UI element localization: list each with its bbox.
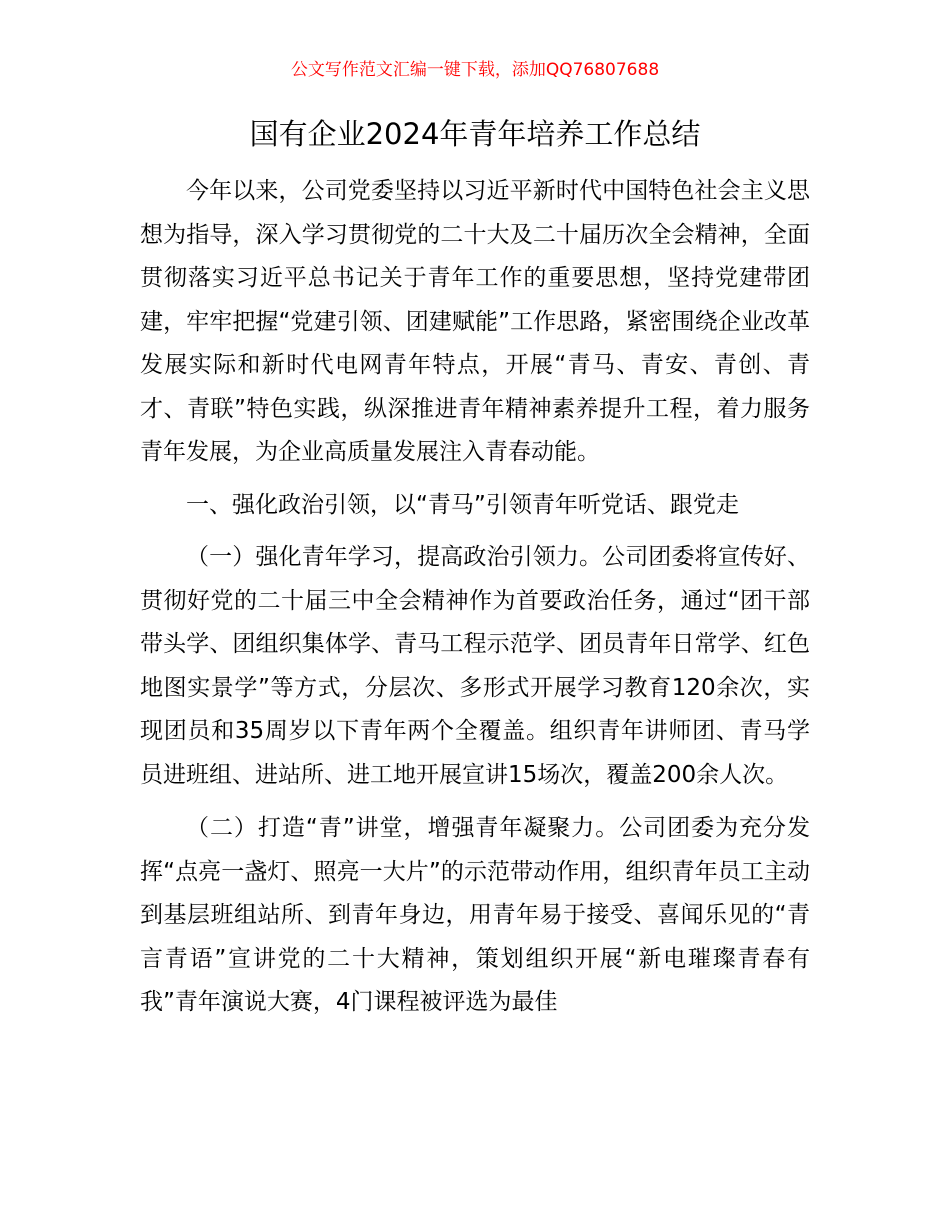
subsection-paragraph-1: （一）强化青年学习，提高政治引领力。公司团委将宣传好、贯彻好党的二十届三中全会精神作为首要政治任务，通过“团干部带头学、团组织集体学、青马工程示范学、团员青年日常学、红色地图实景学”等方式，分层次、多形式开展学习教育120余次，实现团员和35周岁以下青年两个全覆盖。组织青年讲师团、青马学员进班组、进站所、进工地开展宣讲15场次，覆盖200余人次。 [140,544,810,788]
download-notice: 公文写作范文汇编一键下载，添加QQ76807688 [290,60,660,80]
subsection-paragraph-2: （二）打造“青”讲堂，增强青年凝聚力。公司团委为充分发挥“点亮一盏灯、照亮一大片”的示范带动作用，组织青年员工主动到基层班组站所、到青年身边，用青年易于接受、喜闻乐见的“青言青语”宣讲党的二十大精神，策划组织开展“新电璀璨青春有我”青年演说大赛，4门课程被评选为最佳 [140,815,810,1015]
intro-paragraph: 今年以来，公司党委坚持以习近平新时代中国特色社会主义思想为指导，深入学习贯彻党的二十大及二十届历次全会精神，全面贯彻落实习近平总书记关于青年工作的重要思想，坚持党建带团建，牢牢把握“党建引领、团建赋能”工作思路，紧密围绕企业改革发展实际和新时代电网青年特点，开展“青马、青安、青创、青才、青联”特色实践，纵深推进青年精神素养提升工程，着力服务青年发展，为企业高质量发展注入青春动能。 [140,178,810,465]
document-body [140,170,810,1025]
section-heading-1: 一、强化政治引领，以“青马”引领青年听党话、跟党走 [186,491,739,518]
document-title: 国有企业2024年青年培养工作总结 [249,117,701,151]
